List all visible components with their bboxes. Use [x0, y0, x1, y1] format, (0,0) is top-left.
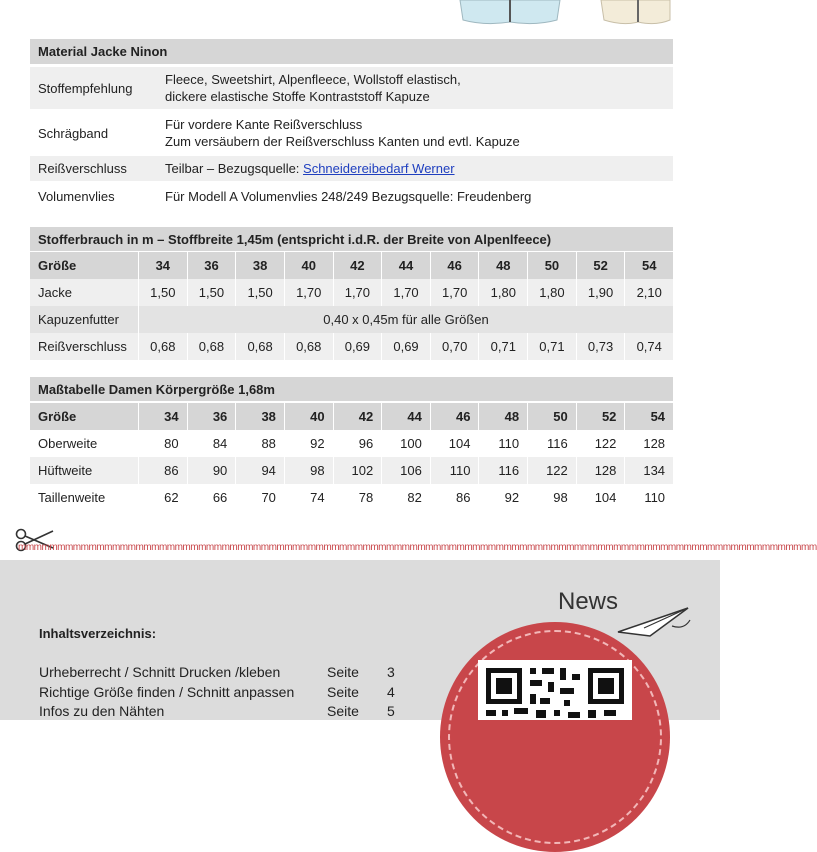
jacket-illustration-beige: [598, 0, 673, 26]
table-cell: 1,70: [333, 279, 382, 306]
table-cell: 100: [381, 430, 430, 457]
size-label: Größe: [38, 409, 77, 424]
table-cell: 110: [624, 484, 673, 511]
material-value: Für Modell A Volumenvlies 248/249 Bezugsquelle: Freudenberg: [165, 188, 532, 204]
material-value: Teilbar – Bezugsquelle: Schneidereibedarf Werner: [165, 161, 455, 176]
size-cell: 50: [527, 252, 576, 279]
table-cell: 128: [624, 430, 673, 457]
row-label: Oberweite: [38, 436, 98, 451]
row-label: Reißverschluss: [38, 339, 127, 354]
table-cell: 0,68: [235, 333, 284, 360]
row-label: Jacke: [38, 285, 72, 300]
table-cell: 128: [576, 457, 625, 484]
table-cell: 66: [187, 484, 236, 511]
toc-page-word: Seite: [327, 684, 359, 700]
measure-table-title: Maßtabelle Damen Körpergröße 1,68m: [30, 377, 673, 401]
material-row-reissverschluss: [30, 156, 673, 181]
fabric-zipper-row: [30, 333, 673, 360]
table-cell: 98: [284, 457, 333, 484]
table-cell: 102: [333, 457, 382, 484]
table-cell: 80: [138, 430, 187, 457]
table-cell: 92: [478, 484, 527, 511]
table-cell: 0,68: [138, 333, 187, 360]
size-cell: 52: [576, 403, 625, 430]
fabric-table: [30, 252, 673, 360]
toc-item[interactable]: [39, 664, 395, 680]
measure-row-oberweite: [30, 430, 673, 457]
table-cell: 1,50: [187, 279, 236, 306]
table-cell: 106: [381, 457, 430, 484]
size-cell: 54: [624, 403, 673, 430]
material-label: Volumenvlies: [38, 188, 115, 204]
table-cell: 94: [235, 457, 284, 484]
jacket-illustration-blue: [455, 0, 565, 26]
table-cell: 92: [284, 430, 333, 457]
qr-code[interactable]: [478, 660, 632, 720]
toc-page-word: Seite: [327, 703, 359, 719]
table-cell: 0,68: [187, 333, 236, 360]
material-row-volumenvlies: [30, 183, 673, 209]
size-cell: 38: [235, 403, 284, 430]
material-label: Stoffempfehlung: [38, 80, 133, 96]
fabric-jacket-row: [30, 279, 673, 306]
size-cell: 38: [235, 252, 284, 279]
table-cell: 104: [576, 484, 625, 511]
table-cell: 122: [576, 430, 625, 457]
table-cell: 86: [138, 457, 187, 484]
size-cell: 48: [478, 252, 527, 279]
table-cell: 90: [187, 457, 236, 484]
toc-page-number: 3: [387, 664, 395, 680]
measure-size-row: [30, 403, 673, 430]
toc-item-title: Infos zu den Nähten: [39, 703, 165, 719]
table-cell: 82: [381, 484, 430, 511]
table-cell: 1,70: [284, 279, 333, 306]
size-cell: 42: [333, 403, 382, 430]
toc-item[interactable]: [39, 684, 395, 700]
measure-table: [30, 403, 673, 511]
size-cell: 52: [576, 252, 625, 279]
table-cell: 1,50: [235, 279, 284, 306]
toc-page-number: 4: [387, 684, 395, 700]
toc-item[interactable]: [39, 703, 395, 719]
supplier-link[interactable]: Schneidereibedarf Werner: [303, 161, 455, 176]
news-label: News: [558, 588, 619, 615]
table-cell: 0,71: [478, 333, 527, 360]
table-cell: 1,90: [576, 279, 625, 306]
fabric-hood-row: [30, 306, 673, 333]
size-cell: 40: [284, 252, 333, 279]
material-label: Reißverschluss: [38, 161, 127, 176]
table-cell: 96: [333, 430, 382, 457]
table-cell: 116: [478, 457, 527, 484]
table-cell: 1,80: [527, 279, 576, 306]
paper-plane-icon: [614, 602, 694, 638]
toc-item-title: Urheberrecht / Schnitt Drucken /kleben: [39, 664, 281, 680]
row-label: Kapuzenfutter: [38, 312, 119, 327]
hood-value: 0,40 x 0,45m für alle Größen: [138, 306, 673, 333]
table-cell: 1,70: [381, 279, 430, 306]
material-value: Fleece, Sweetshirt, Alpenfleece, Wollstoff elastisch, dickere elastische Stoffe Kontraststoff Kapuze: [165, 72, 461, 104]
table-cell: 0,69: [381, 333, 430, 360]
size-cell: 50: [527, 403, 576, 430]
news-badge: [440, 622, 670, 852]
measure-row-taillenweite: [30, 484, 673, 511]
table-cell: 1,70: [430, 279, 479, 306]
table-cell: 0,71: [527, 333, 576, 360]
measure-row-hueftweite: [30, 457, 673, 484]
size-cell: 34: [138, 403, 187, 430]
material-table-title: Material Jacke Ninon: [30, 39, 673, 64]
table-cell: 134: [624, 457, 673, 484]
table-cell: 110: [478, 430, 527, 457]
table-cell: 88: [235, 430, 284, 457]
toc-page-number: 5: [387, 703, 395, 719]
size-cell: 36: [187, 252, 236, 279]
table-cell: 0,68: [284, 333, 333, 360]
table-cell: 2,10: [624, 279, 673, 306]
table-cell: 0,69: [333, 333, 382, 360]
size-cell: 46: [430, 403, 479, 430]
material-value: Für vordere Kante Reißverschluss Zum versäubern der Reißverschluss Kanten und evtl. Kapuze: [165, 117, 520, 149]
size-cell: 46: [430, 252, 479, 279]
table-cell: 122: [527, 457, 576, 484]
material-label: Schrägband: [38, 125, 109, 141]
table-cell: 84: [187, 430, 236, 457]
size-cell: 40: [284, 403, 333, 430]
table-cell: 62: [138, 484, 187, 511]
size-cell: 54: [624, 252, 673, 279]
fabric-size-row: [30, 252, 673, 279]
toc-title: Inhaltsverzeichnis:: [39, 626, 157, 641]
table-cell: 86: [430, 484, 479, 511]
table-cell: 1,50: [138, 279, 187, 306]
table-cell: 0,74: [624, 333, 673, 360]
table-cell: 104: [430, 430, 479, 457]
size-cell: 48: [478, 403, 527, 430]
table-cell: 74: [284, 484, 333, 511]
table-cell: 0,73: [576, 333, 625, 360]
table-cell: 98: [527, 484, 576, 511]
size-cell: 42: [333, 252, 382, 279]
fabric-table-title: Stofferbrauch in m – Stoffbreite 1,45m (entspricht i.d.R. der Breite von Alpenlfeece): [30, 227, 673, 251]
size-label: Größe: [38, 258, 77, 273]
size-cell: 36: [187, 403, 236, 430]
size-cell: 44: [381, 403, 430, 430]
table-cell: 1,80: [478, 279, 527, 306]
size-cell: 34: [138, 252, 187, 279]
table-cell: 0,70: [430, 333, 479, 360]
table-cell: 116: [527, 430, 576, 457]
table-cell: 78: [333, 484, 382, 511]
cut-line: mmmmmmmmmmmmmmmmmmmmmmmmmmmmmmmmmmmmmmmmmmmmmmmmmmmmmmmmmmmmmmmmmmmmmmmmmmmmmmmmmmmmmmmmmmmmmmmmmmmmmm: [18, 542, 817, 553]
table-cell: 110: [430, 457, 479, 484]
size-cell: 44: [381, 252, 430, 279]
toc-page-word: Seite: [327, 664, 359, 680]
material-row-schraegband: [30, 112, 673, 154]
row-label: Taillenweite: [38, 490, 106, 505]
material-row-stoffempfehlung: [30, 67, 673, 109]
table-cell: 70: [235, 484, 284, 511]
row-label: Hüftweite: [38, 463, 93, 478]
toc-item-title: Richtige Größe finden / Schnitt anpassen: [39, 684, 295, 700]
